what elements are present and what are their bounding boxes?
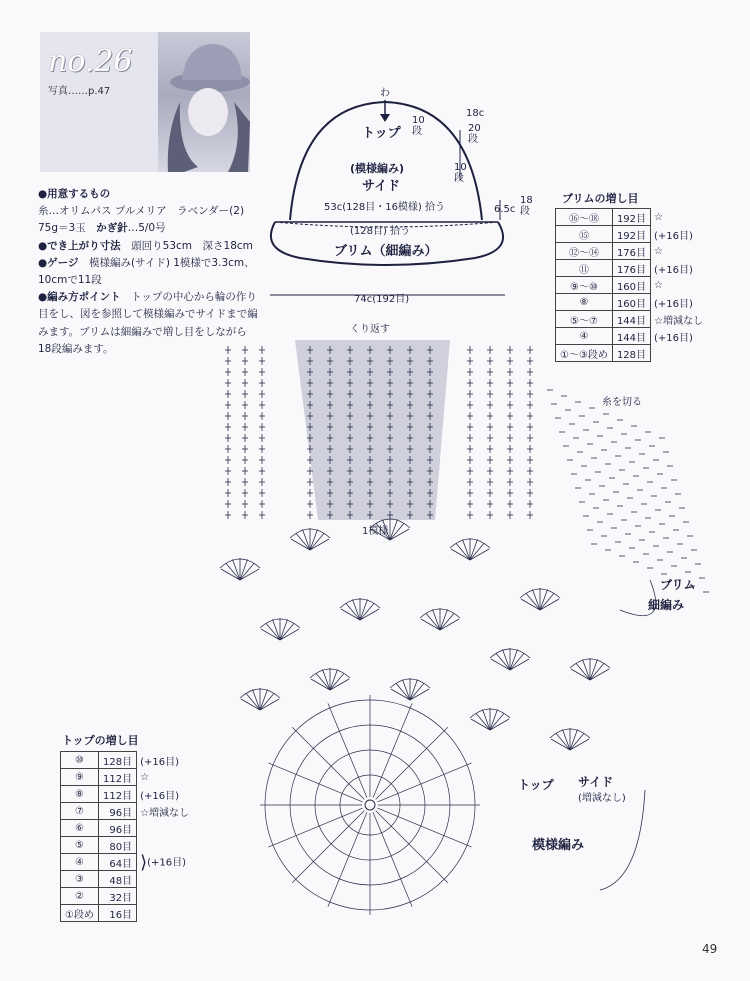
fan-stitch [240, 569, 259, 580]
fan-stitch [482, 709, 490, 730]
table-row: ② 32目 [61, 888, 194, 905]
fan-stitch [360, 603, 374, 620]
label-top: トップ [362, 126, 401, 141]
fan-stitch [462, 539, 470, 560]
fan-stitch [232, 559, 240, 580]
label-side-circ: 53c(128目・16模様) 拾う [324, 202, 446, 213]
fan-stitch [510, 653, 524, 670]
radial-stitch [376, 811, 448, 883]
fan-stitch [280, 619, 288, 640]
fan-stitch [360, 609, 379, 620]
fan-stitch [346, 603, 360, 620]
fan-stitch [246, 693, 260, 710]
fan-stitch [470, 539, 478, 560]
fan-stitch [540, 593, 554, 610]
label-chart-brim-stitch: 細編み [648, 598, 685, 612]
top-table-title: トップの増し目 [62, 734, 139, 747]
fan-stitch [390, 519, 398, 540]
photo-reference: 写真……p.47 [48, 86, 111, 97]
table-row: ⑧ 160目 (+16目) [556, 294, 708, 311]
fan-stitch [510, 649, 518, 670]
gauge-value: 模様編み(サイド) 1模様で3.3cm、10cmで11段 [38, 256, 255, 287]
brim-table-title: ブリムの増し目 [562, 192, 639, 205]
label-side: サイド [362, 179, 401, 194]
fan-stitch [432, 609, 440, 630]
points-value: トップの中心から輪の作り目をし、図を参照して模様編みでサイドまで編みます。ブリムは細編みで増し目をしながら18段編みます。 [38, 291, 258, 355]
fan-stitch [402, 679, 410, 700]
label-one-pattern: 1模様 [362, 526, 389, 537]
stitch-columns [225, 346, 709, 592]
fan-stitch [310, 533, 324, 550]
table-row: ①段め 16目 [61, 905, 194, 922]
table-row: ⑯～⑱ 192目 ☆ [556, 209, 708, 226]
label-repeat: くり返す [350, 324, 390, 335]
side-leader [600, 790, 645, 890]
label-side-rows: 10段 [454, 162, 467, 184]
fan-stitch [322, 669, 330, 690]
crochet-chart [200, 320, 730, 920]
table-row: ⑩ 128目 (+16目) [61, 752, 194, 769]
table-row: ⑤ 80目 [61, 837, 194, 854]
fan-stitch [260, 699, 279, 710]
table-row: ⑦ 96目 ☆増減なし [61, 803, 194, 820]
table-row: ⑨ 112目 ☆ [61, 769, 194, 786]
fan-stitch [476, 713, 490, 730]
fan-stitch [330, 669, 338, 690]
label-brim: ブリム（細編み） [334, 244, 438, 259]
fan-stitch [456, 543, 470, 560]
label-brim-circ: 74c(192目) [354, 294, 410, 305]
table-row: ①～③段め 128目 [556, 345, 708, 362]
fan-stitch [390, 523, 404, 540]
fan-stitch [590, 669, 609, 680]
fan-stitch [570, 733, 584, 750]
fan-stitch [440, 609, 448, 630]
fan-stitch [341, 609, 360, 620]
fan-stitch [570, 729, 578, 750]
fan-stitch [551, 739, 570, 750]
label-cut-yarn: 糸を切る [602, 397, 642, 408]
fan-stitch [410, 683, 424, 700]
fan-stitch [240, 559, 248, 580]
label-brim-rows: 18段 [520, 195, 533, 217]
fan-stitch [311, 679, 330, 690]
table-row: ⑫～⑭ 176目 ☆ [556, 243, 708, 260]
label-depth: 18c [466, 108, 485, 119]
page-number: 49 [702, 942, 718, 956]
fan-stitch [576, 663, 590, 680]
fan-stitch [426, 613, 440, 630]
fan-stitch [280, 629, 299, 640]
points-heading: ●編み方ポイント [38, 291, 121, 304]
hook-label: かぎ針 [96, 222, 128, 235]
fan-stitch [502, 649, 510, 670]
fan-stitch [556, 733, 570, 750]
fan-stitch [241, 699, 260, 710]
fan-stitch [440, 619, 459, 630]
fan-stitch [410, 689, 429, 700]
label-chart-top: トップ [518, 778, 554, 792]
fan-stitch [526, 593, 540, 610]
fan-stitch [260, 693, 274, 710]
fan-stitch [540, 589, 548, 610]
center-ring [365, 800, 375, 810]
label-chart-side-note: (増減なし) [578, 793, 626, 804]
hook-value: …5/0号 [127, 222, 166, 235]
table-row: ④ 144目 (+16目) [556, 328, 708, 345]
fan-stitch [310, 539, 329, 550]
fan-stitch [252, 689, 260, 710]
pattern-fans [220, 518, 610, 750]
radial-stitch [376, 727, 448, 799]
fan-stitch [571, 669, 590, 680]
radial-stitch [292, 811, 364, 883]
fan-stitch [360, 599, 368, 620]
fan-stitch [396, 683, 410, 700]
label-top-start: わ [380, 88, 390, 99]
fan-stitch [240, 563, 254, 580]
fan-stitch [390, 529, 409, 540]
yarn-line: 糸…オリムパス プルメリア ラベンダー(2) [38, 205, 245, 218]
fan-stitch [470, 549, 489, 560]
fan-stitch [471, 719, 490, 730]
fan-stitch [490, 719, 509, 730]
fan-stitch [280, 623, 294, 640]
fan-stitch [562, 729, 570, 750]
fan-stitch [491, 659, 510, 670]
fan-stitch [221, 569, 240, 580]
fan-stitch [302, 529, 310, 550]
fan-stitch [261, 629, 280, 640]
fan-stitch [391, 689, 410, 700]
fan-stitch [296, 533, 310, 550]
model-photo [158, 32, 250, 172]
fan-stitch [266, 623, 280, 640]
fan-stitch [291, 539, 310, 550]
fan-stitch [352, 599, 360, 620]
fan-stitch [532, 589, 540, 610]
label-side-pattern: (模様編み) [350, 162, 405, 175]
table-row: ⑥ 96目 ⟩(+16目) [61, 820, 194, 837]
label-chart-side: サイド [578, 775, 614, 789]
label-brim-pick: (128目) 拾う [350, 226, 411, 237]
round-rings [260, 695, 480, 915]
size-heading: ●でき上がり寸法 [38, 239, 121, 252]
table-row: ③ 48目 [61, 871, 194, 888]
fan-stitch [272, 619, 280, 640]
fan-stitch [440, 613, 454, 630]
fan-stitch [496, 653, 510, 670]
yarn-amount: 75g＝3玉 [38, 222, 86, 235]
fan-stitch [490, 713, 504, 730]
fan-stitch [330, 673, 344, 690]
label-total-rows: 20段 [468, 123, 481, 145]
fan-stitch [570, 739, 589, 750]
table-row: ⑪ 176目 (+16目) [556, 260, 708, 277]
materials-heading: ●用意するもの [38, 188, 111, 200]
table-row: ④ 64目 [61, 854, 194, 871]
fan-stitch [590, 659, 598, 680]
fan-stitch [582, 659, 590, 680]
table-row: ⑮ 192目 (+16目) [556, 226, 708, 243]
table-row: ⑧ 112目 (+16目) [61, 786, 194, 803]
fan-stitch [521, 599, 540, 610]
fan-stitch [510, 659, 529, 670]
gauge-heading: ●ゲージ [38, 256, 79, 269]
table-row: ⑨～⑩ 160目 ☆ [556, 277, 708, 294]
hat-schematic [260, 80, 550, 310]
fan-stitch [330, 679, 349, 690]
table-row: ⑤～⑦ 144目 ☆増減なし [556, 311, 708, 328]
fan-stitch [590, 663, 604, 680]
hat-model-illustration [158, 32, 250, 172]
fan-stitch [226, 563, 240, 580]
start-arrow [380, 114, 390, 122]
radial-stitch [292, 727, 364, 799]
fan-stitch [260, 689, 268, 710]
label-brim-width: 6.5c [494, 204, 516, 215]
label-chart-brim: ブリム [660, 578, 696, 592]
fan-stitch [410, 679, 418, 700]
size-value: 頭回り53cm 深さ18cm [131, 239, 253, 252]
pattern-number: no.26 [48, 44, 133, 79]
label-top-rows: 10段 [412, 115, 425, 137]
fan-stitch [490, 709, 498, 730]
label-chart-pattern: 模様編み [532, 838, 585, 853]
fan-stitch [470, 543, 484, 560]
fan-stitch [540, 599, 559, 610]
fan-stitch [310, 529, 318, 550]
fan-stitch [316, 673, 330, 690]
fan-stitch [421, 619, 440, 630]
fan-stitch [451, 549, 470, 560]
top-increase-table [60, 751, 193, 922]
